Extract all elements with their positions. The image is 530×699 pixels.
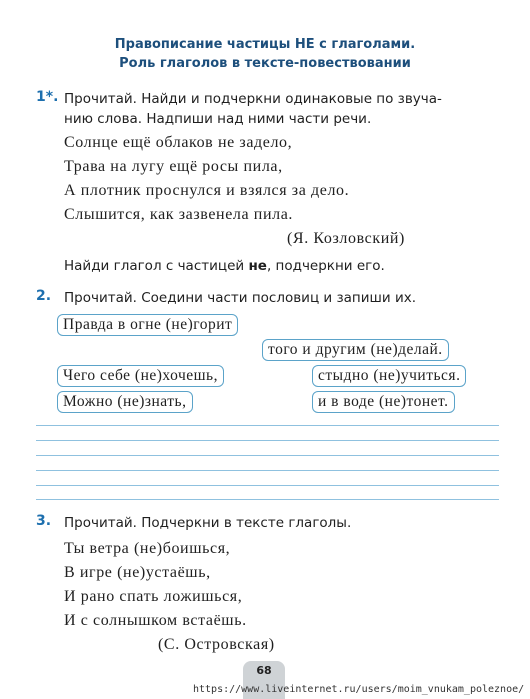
exercise-1-task-bold: не — [248, 258, 267, 274]
exercise-3-poem-line: И рано спать ложишься, — [64, 588, 243, 605]
writing-line[interactable] — [36, 470, 499, 471]
page-number: 68 — [243, 661, 285, 699]
exercise-1-poem-line: Трава на лугу ещё росы пила, — [64, 158, 283, 175]
exercise-1-instruction-line-1: Прочитай. Найди и подчеркни одинаковые по звуча- — [64, 91, 442, 107]
exercise-3-poem-line: И с солнышком встаёшь. — [64, 612, 247, 629]
writing-line[interactable] — [36, 499, 499, 500]
writing-line[interactable] — [36, 455, 499, 456]
exercise-1-poem-line: Солнце ещё облаков не задело, — [64, 134, 293, 151]
writing-line[interactable] — [36, 425, 499, 426]
writing-line[interactable] — [36, 485, 499, 486]
exercise-1-instruction-line-2: нию слова. Надпиши над ними части речи. — [64, 111, 372, 127]
proverb-part-right-1[interactable]: того и другим (не)делай. — [262, 339, 449, 361]
exercise-2-number: 2. — [36, 288, 52, 304]
exercise-1-task — [64, 255, 385, 277]
exercise-1-poem-line: А плотник проснулся и взялся за дело. — [64, 182, 350, 199]
exercise-1-task-text: Найди глагол с частицей — [64, 258, 249, 274]
proverb-part-left-2[interactable]: Чего себе (не)хочешь, — [57, 365, 224, 387]
exercise-1-task-text-end: , подчеркни его. — [266, 258, 385, 274]
exercise-3-poem-line: Ты ветра (не)боишься, — [64, 540, 231, 557]
exercise-3-poem-line: В игре (не)устаёшь, — [64, 564, 211, 581]
exercise-3-author: (С. Островская) — [158, 636, 275, 653]
exercise-3-instruction: Прочитай. Подчеркни в тексте глаголы. — [64, 515, 352, 531]
exercise-1-poem-line: Слышится, как зазвенела пила. — [64, 206, 294, 223]
writing-line[interactable] — [36, 440, 499, 441]
proverb-part-right-2[interactable]: стыдно (не)учиться. — [312, 365, 466, 387]
exercise-3-number: 3. — [36, 513, 52, 529]
proverb-part-left-1[interactable]: Правда в огне (не)горит — [57, 314, 238, 336]
proverb-part-right-3[interactable]: и в воде (не)тонет. — [312, 391, 455, 413]
exercise-1-author: (Я. Козловский) — [287, 230, 405, 247]
section-title-line-2: Роль глаголов в тексте-повествовании — [119, 56, 411, 71]
proverb-part-left-3[interactable]: Можно (не)знать, — [57, 391, 193, 413]
source-url[interactable]: https://www.liveinternet.ru/users/moim_vnukam_poleznoe/ — [193, 684, 525, 695]
exercise-2-instruction: Прочитай. Соедини части пословиц и запиши их. — [64, 290, 417, 306]
section-title-line-1: Правописание частицы НЕ с глаголами. — [114, 37, 416, 52]
exercise-1-number: 1*. — [36, 89, 59, 105]
